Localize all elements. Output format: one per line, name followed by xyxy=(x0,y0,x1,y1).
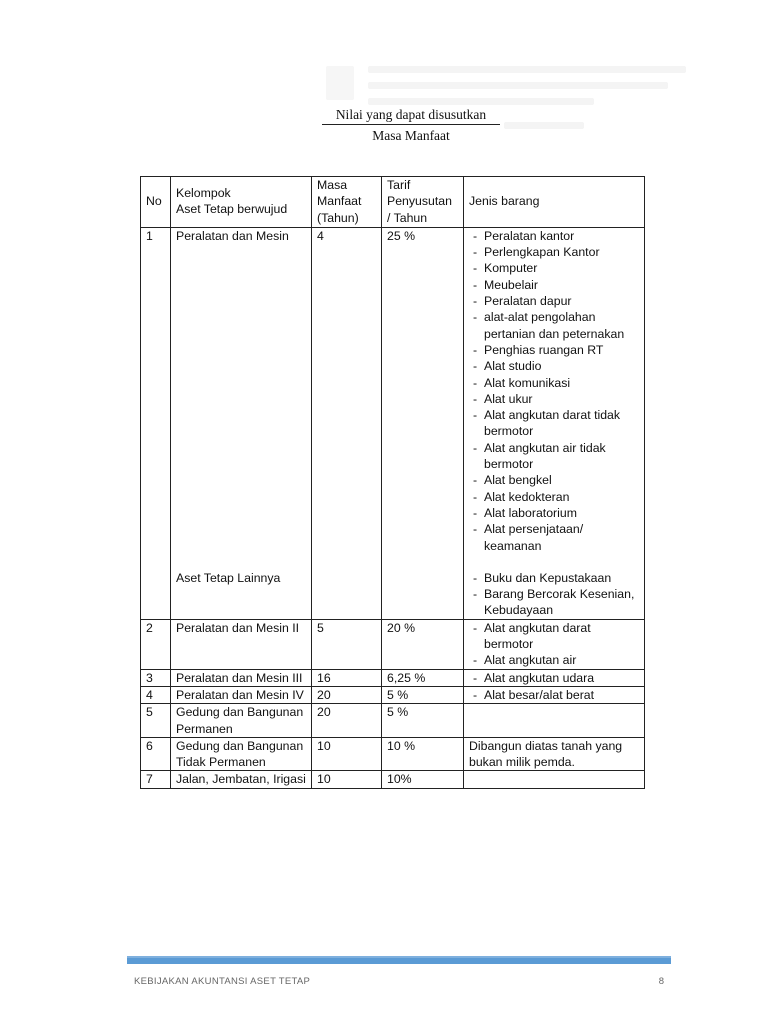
cell-kelompok: Peralatan dan Mesin II xyxy=(171,619,312,669)
list-item: - Alat bengkel xyxy=(469,472,639,488)
list-item: - Meubelair xyxy=(469,277,639,293)
table-row xyxy=(141,737,645,771)
cell-kelompok xyxy=(171,227,312,619)
page-number: 8 xyxy=(658,976,664,987)
cell-masa-manfaat: 16 xyxy=(312,669,382,686)
row-spacer xyxy=(176,244,306,570)
jenis-list xyxy=(469,670,639,686)
cell-masa-manfaat: 5 xyxy=(312,619,382,669)
cell-no: 2 xyxy=(141,619,171,669)
cell-tarif: 25 % xyxy=(382,227,464,619)
cell-no: 1 xyxy=(141,227,171,619)
list-item: - Alat komunikasi xyxy=(469,375,639,391)
list-item: - Penghias ruangan RT xyxy=(469,342,639,358)
header-tarif-line-2: Penyusutan xyxy=(387,194,452,209)
header-tarif xyxy=(382,177,464,228)
table-header-row xyxy=(141,177,645,228)
cell-jenis-barang xyxy=(464,227,645,619)
table-row xyxy=(141,771,645,788)
cell-kelompok: Gedung dan Bangunan Tidak Permanen xyxy=(171,737,312,771)
cell-no: 5 xyxy=(141,704,171,738)
list-item: - Alat angkutan air tidak bermotor xyxy=(469,440,639,473)
cell-masa-manfaat: 20 xyxy=(312,686,382,703)
cell-kelompok: Peralatan dan Mesin IV xyxy=(171,686,312,703)
header-kelompok xyxy=(171,177,312,228)
header-kelompok-line-2: Aset Tetap berwujud xyxy=(176,202,288,217)
header-no: No xyxy=(141,177,171,228)
list-item: - Komputer xyxy=(469,260,639,276)
header-jenis-barang: Jenis barang xyxy=(464,177,645,228)
list-item: - Barang Bercorak Kesenian, Kebudayaan xyxy=(469,586,639,619)
header-tarif-line-1: Tarif xyxy=(387,178,411,192)
depreciation-table xyxy=(140,176,645,789)
cell-masa-manfaat: 10 xyxy=(312,737,382,771)
list-item: - Alat angkutan udara xyxy=(469,670,639,686)
cell-jenis-barang xyxy=(464,619,645,669)
table-row xyxy=(141,704,645,738)
cell-jenis-barang: Dibangun diatas tanah yang bukan milik pemda. xyxy=(464,737,645,771)
footer-accent-highlight xyxy=(127,956,671,958)
jenis-list xyxy=(469,620,639,669)
list-item: - Alat angkutan darat bermotor xyxy=(469,620,639,653)
jenis-list xyxy=(469,687,639,703)
cell-tarif: 5 % xyxy=(382,686,464,703)
list-item: - Alat laboratorium xyxy=(469,505,639,521)
cell-no: 7 xyxy=(141,771,171,788)
header-masa-line-2: Manfaat xyxy=(317,194,362,209)
depreciation-formula xyxy=(322,106,500,144)
header-masa-line-1: Masa xyxy=(317,178,348,192)
table-row xyxy=(141,686,645,703)
cell-tarif: 20 % xyxy=(382,619,464,669)
list-item: - Alat kedokteran xyxy=(469,489,639,505)
cell-tarif: 10% xyxy=(382,771,464,788)
cell-jenis-barang xyxy=(464,771,645,788)
table-row xyxy=(141,619,645,669)
cell-masa-manfaat: 4 xyxy=(312,227,382,619)
cell-jenis-barang xyxy=(464,669,645,686)
table-row xyxy=(141,227,645,619)
formula-denominator: Masa Manfaat xyxy=(372,128,450,143)
list-item: - Buku dan Kepustakaan xyxy=(469,570,639,586)
cell-tarif: 10 % xyxy=(382,737,464,771)
list-item: - Alat ukur xyxy=(469,391,639,407)
cell-kelompok: Jalan, Jembatan, Irigasi xyxy=(171,771,312,788)
list-item: - alat-alat pengolahan pertanian dan peternakan xyxy=(469,309,639,342)
cell-no: 4 xyxy=(141,686,171,703)
formula-numerator: Nilai yang dapat disusutkan xyxy=(335,107,487,122)
cell-no: 6 xyxy=(141,737,171,771)
sub-kelompok-name: Aset Tetap Lainnya xyxy=(176,571,281,586)
cell-tarif: 6,25 % xyxy=(382,669,464,686)
header-tarif-line-3: / Tahun xyxy=(387,210,428,225)
list-item: - Alat persenjataan/ keamanan xyxy=(469,521,639,554)
header-kelompok-line-1: Kelompok xyxy=(176,186,231,201)
cell-jenis-barang xyxy=(464,686,645,703)
header-masa-line-3: (Tahun) xyxy=(317,210,359,225)
fraction-bar xyxy=(322,124,500,125)
footer-accent-bar xyxy=(127,956,671,964)
list-item: - Alat angkutan air xyxy=(469,652,639,668)
cell-kelompok: Gedung dan Bangunan Permanen xyxy=(171,704,312,738)
list-item: - Peralatan dapur xyxy=(469,293,639,309)
cell-masa-manfaat: 10 xyxy=(312,771,382,788)
jenis-list xyxy=(469,228,639,554)
list-item: - Peralatan kantor xyxy=(469,228,639,244)
list-item: - Alat studio xyxy=(469,358,639,374)
list-item: - Perlengkapan Kantor xyxy=(469,244,639,260)
cell-no: 3 xyxy=(141,669,171,686)
list-item: - Alat besar/alat berat xyxy=(469,687,639,703)
cell-masa-manfaat: 20 xyxy=(312,704,382,738)
sub-jenis-list xyxy=(469,570,639,619)
table-row xyxy=(141,669,645,686)
depreciation-table-container xyxy=(140,176,645,789)
footer-title: KEBIJAKAN AKUNTANSI ASET TETAP xyxy=(134,976,311,987)
cell-tarif: 5 % xyxy=(382,704,464,738)
cell-kelompok: Peralatan dan Mesin III xyxy=(171,669,312,686)
header-masa-manfaat xyxy=(312,177,382,228)
kelompok-name: Peralatan dan Mesin xyxy=(176,228,289,243)
list-item: - Alat angkutan darat tidak bermotor xyxy=(469,407,639,440)
cell-jenis-barang xyxy=(464,704,645,738)
